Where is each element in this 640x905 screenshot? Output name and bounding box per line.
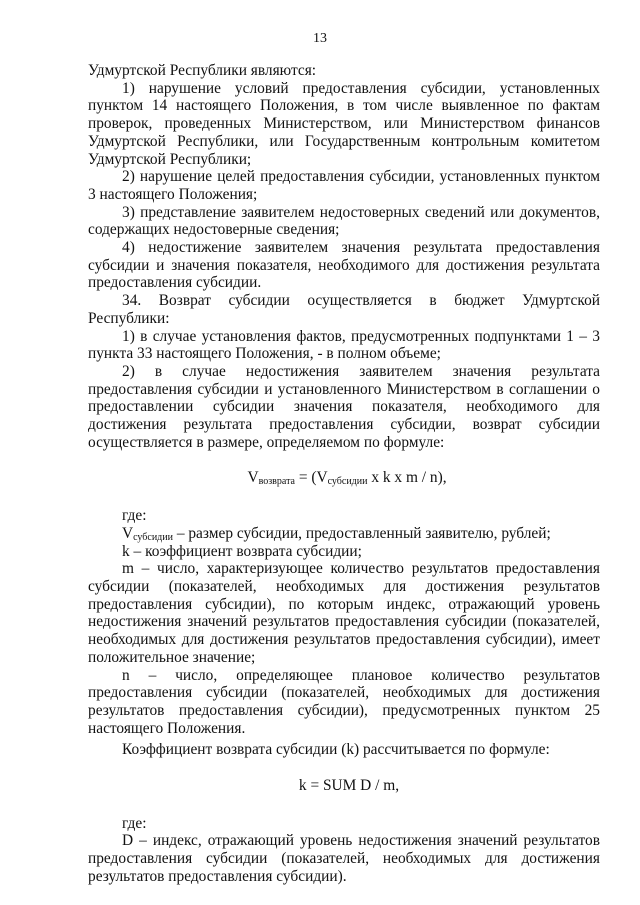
where-label-1: где: xyxy=(122,507,147,525)
document-body xyxy=(88,62,600,886)
definition-d: D – индекс, отражающий уровень недостижения значений результатов предоставления субсидии (показателей, необходимых для достижения результатов предоставления субсидии). xyxy=(88,832,600,885)
definition-m: m – число, характеризующее количество результатов предоставления субсидии (показателей, необходимых для достижения результатов предоставления субсидии), по которым индекс, отражающий уровень недостижения значений результатов предоставления субсидии (показателей, необходимых для достижения результатов предоставления субсидии), имеет положительное значение; xyxy=(88,560,600,666)
page-number: 13 xyxy=(313,31,327,46)
section-34-item-2: 2) в случае недостижения заявителем значения результата предоставления субсидии и установленного Министерством в соглашении о предоставлении субсидии значения показателя, необходимого для достижения результата предоставления субсидии, возврат субсидии осуществляется в размере, определяемом по формуле: xyxy=(88,362,600,451)
formula-return xyxy=(88,469,600,487)
definition-v-subsidy xyxy=(88,525,600,543)
list-item-3: 3) представление заявителем недостоверных сведений или документов, содержащих недостоверные сведения; xyxy=(88,203,600,239)
coefficient-paragraph: Коэффициент возврата субсидии (k) рассчитывается по формуле: xyxy=(122,741,550,759)
list-item-2: 2) нарушение целей предоставления субсидии, установленных пунктом 3 настоящего Положения; xyxy=(88,168,600,203)
definition-v-symbol: V xyxy=(122,524,134,542)
formula-eq: = (V xyxy=(295,469,328,487)
list-item-1: 1) нарушение условий предоставления субсидии, установленных пунктом 14 настоящего Положения, в том числе выявленное по фактам проверок, проведенных Министерством, или Министерством финансов Удмуртской Республики, или Государственным контрольным комитетом Удмуртской Республики; xyxy=(88,79,600,168)
definition-n: n – число, определяющее плановое количество результатов предоставления субсидии (показателей, необходимых для достижения результатов предоставления субсидии), предусмотренных пунктом 25 настоящего Положения. xyxy=(88,666,600,737)
definition-v-text: – размер субсидии, предоставленный заявителю, рублей; xyxy=(172,524,551,542)
definition-v-sub: субсидии xyxy=(133,531,173,543)
formula-sub-subsidy: субсидии xyxy=(327,476,368,488)
formula-rest: x k x m / n), xyxy=(367,469,447,487)
section-34-heading: 34. Возврат субсидии осуществляется в бюджет Удмуртской Республики: xyxy=(88,292,600,327)
formula-sub-return: возврата xyxy=(258,476,295,488)
definition-k: k – коэффициент возврата субсидии; xyxy=(122,542,362,560)
section-34-item-1: 1) в случае установления фактов, предусмотренных подпунктами 1 – 3 пункта 33 настоящего Положения, - в полном объеме; xyxy=(88,327,600,363)
paragraph-intro: Удмуртской Республики являются: xyxy=(88,62,317,79)
where-label-2: где: xyxy=(122,814,147,832)
formula-v: V xyxy=(247,469,259,487)
list-item-4: 4) недостижение заявителем значения результата предоставления субсидии и значения показателя, необходимого для достижения результата предоставления субсидии. xyxy=(88,239,600,292)
formula-coefficient: k = SUM D / m, xyxy=(298,777,400,795)
